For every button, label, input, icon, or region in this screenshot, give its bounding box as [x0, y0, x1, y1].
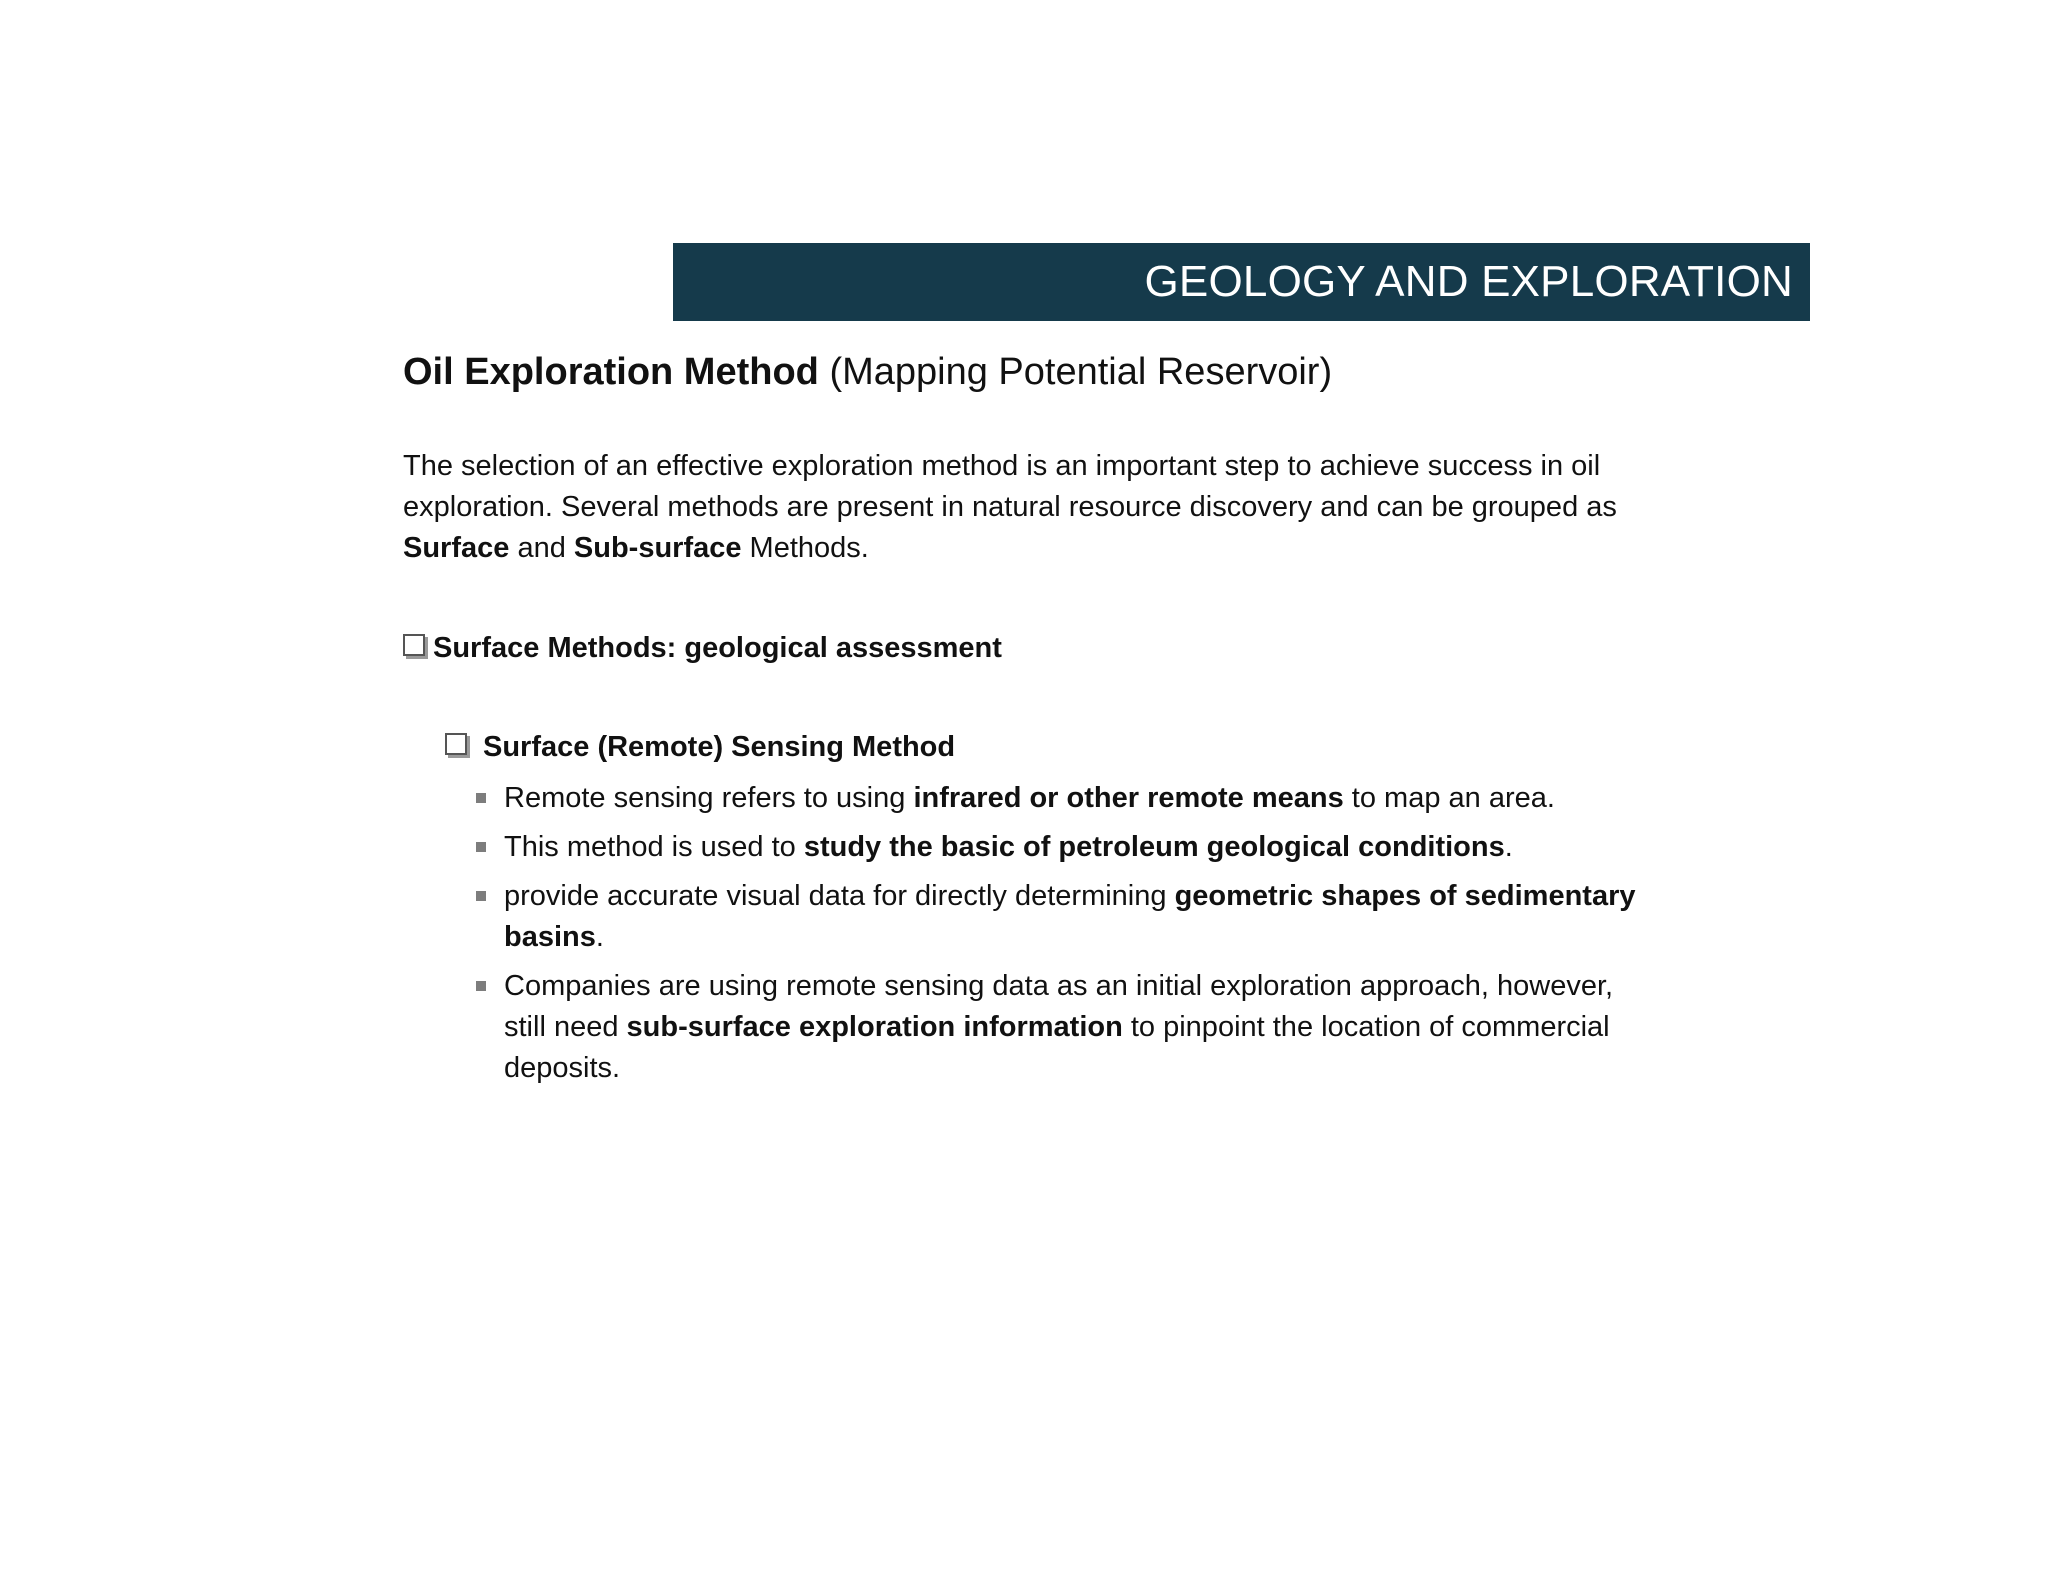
bullet-bold-text: study the basic of petroleum geological conditions [803, 831, 1505, 863]
intro-connector: and [509, 532, 574, 564]
bullet-line: Companies are using remote sensing data as an initial exploration approach, however, [504, 970, 1614, 1002]
subsection-heading [445, 727, 955, 767]
bullet-line: deposits. [504, 1052, 621, 1084]
bullet-bold-text: geometric shapes of sedimentary [1174, 880, 1636, 912]
bullet-bold-text: infrared or other remote means [913, 782, 1344, 814]
bullet-line [504, 876, 1736, 917]
section-heading-text: Surface Methods: geological assessment [433, 632, 1002, 664]
checkbox-bullet-icon [403, 634, 425, 656]
section-heading [403, 628, 1002, 668]
bullet-list [476, 778, 1736, 1097]
list-item [476, 876, 1736, 958]
bullet-bold-text: sub-surface exploration information [626, 1011, 1123, 1043]
list-item [476, 778, 1736, 819]
bullet-text: This method is used to [504, 831, 804, 863]
bullet-text: to pinpoint the location of commercial [1122, 1011, 1610, 1043]
square-bullet-icon [476, 842, 486, 852]
list-item [476, 966, 1736, 1089]
slide-title-subtitle: (Mapping Potential Reservoir) [818, 351, 1333, 393]
checkbox-bullet-icon [445, 733, 467, 755]
intro-paragraph [403, 446, 1733, 569]
square-bullet-icon [476, 793, 486, 803]
bullet-bold-text: basins [504, 921, 596, 953]
bullet-line [504, 917, 1736, 958]
bullet-line [504, 778, 1736, 819]
intro-line-2: exploration. Several methods are present in natural resource discovery and can be grouped as [403, 491, 1617, 523]
intro-line-3 [403, 528, 1733, 569]
header-title: GEOLOGY AND EXPLORATION [1144, 257, 1793, 306]
intro-line-1: The selection of an effective exploration method is an important step to achieve success in oil [403, 450, 1601, 482]
bullet-line [504, 1007, 1736, 1048]
slide-title-bold: Oil Exploration Method [403, 351, 819, 393]
intro-surface-term: Surface [403, 532, 510, 564]
header-banner [673, 243, 1810, 321]
bullet-line [504, 827, 1736, 868]
square-bullet-icon [476, 891, 486, 901]
slide-title [403, 348, 1332, 396]
square-bullet-icon [476, 981, 486, 991]
bullet-text: Remote sensing refers to using [504, 782, 914, 814]
bullet-text: provide accurate visual data for directly determining [504, 880, 1175, 912]
intro-subsurface-term: Sub-surface [573, 532, 742, 564]
subsection-heading-text: Surface (Remote) Sensing Method [483, 731, 956, 763]
bullet-text: to map an area. [1343, 782, 1555, 814]
bullet-text: . [1504, 831, 1513, 863]
bullet-text: . [595, 921, 604, 953]
intro-methods-text: Methods. [741, 532, 869, 564]
list-item [476, 827, 1736, 868]
bullet-text: still need [504, 1011, 627, 1043]
